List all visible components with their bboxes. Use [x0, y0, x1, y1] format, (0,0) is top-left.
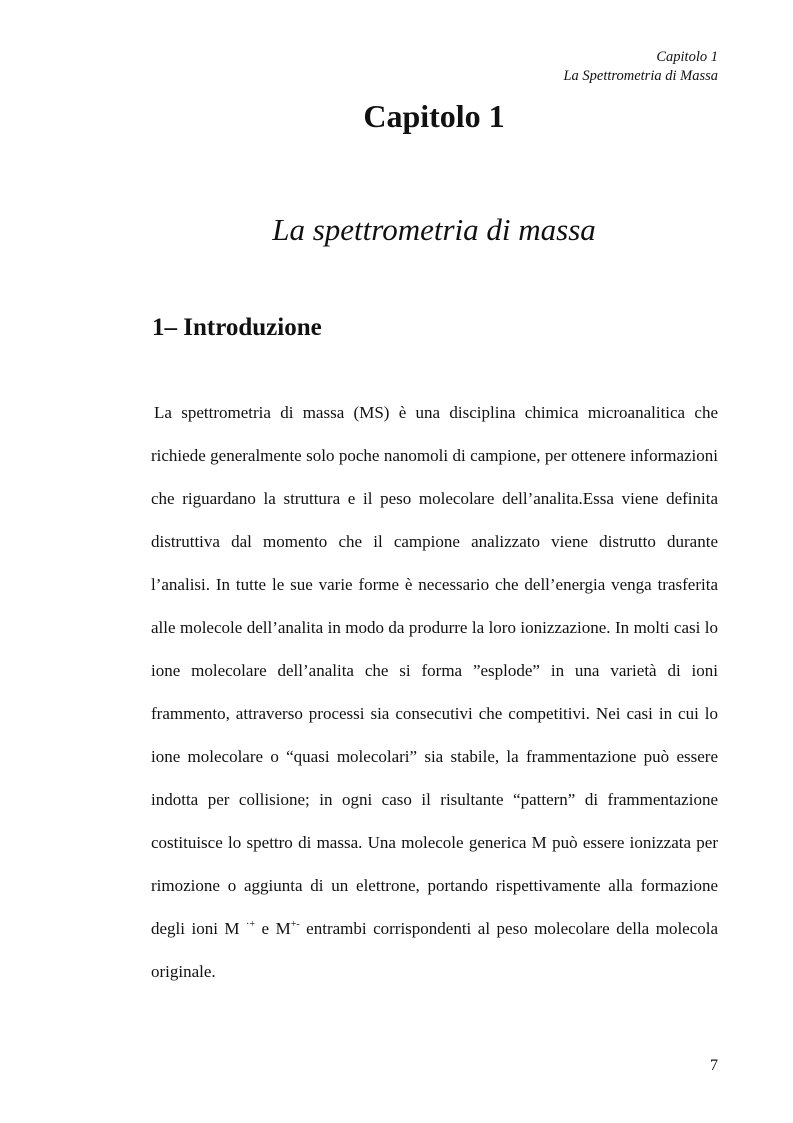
paragraph-text-main: La spettrometria di massa (MS) è una disciplina chimica microanalitica che richiede generalmente solo poche nanomoli di campione, per ottenere informazioni che riguardano la struttura e il peso molecolare dell’analita.Essa viene definita distruttiva dal momento che il campione analizzato viene distrutto durante l’analisi. In tutte le sue varie forme è necessario che dell’energia venga trasferita alle molecole dell’analita in modo da produrre la loro ionizzazione. In molti casi lo ione molecolare dell’analita che si forma ”esplode” in una varietà di ioni frammento, attraverso processi sia consecutivi che competitivi. Nei casi in cui lo ione molecolare o “quasi molecolari” sia stabile, la frammentazione può essere indotta per collisione; in ogni caso il risultante “pattern” di frammentazione costituisce lo spettro di massa. Una molecole generica M può essere ionizzata per rimozione o aggiunta di un elettrone, portando rispettivamente alla formazione degli ioni M	[151, 403, 718, 938]
ion-superscript-second: +-	[290, 919, 300, 930]
page-number: 7	[710, 1057, 718, 1074]
running-head	[563, 48, 718, 86]
paragraph-conjunction: e M	[261, 919, 291, 938]
running-head-chapter: Capitolo 1	[656, 49, 718, 65]
body-paragraph	[151, 391, 718, 993]
ion-superscript-radical-cation: ·+	[246, 919, 256, 930]
chapter-title: Capitolo 1	[363, 98, 505, 134]
running-head-title: La Spettrometria di Massa	[563, 68, 718, 84]
paragraph-text-end: entrambi corrispondenti al peso molecolare della molecola originale.	[151, 919, 719, 981]
chapter-subtitle: La spettrometria di massa	[272, 212, 596, 247]
section-heading: 1– Introduzione	[152, 314, 322, 341]
